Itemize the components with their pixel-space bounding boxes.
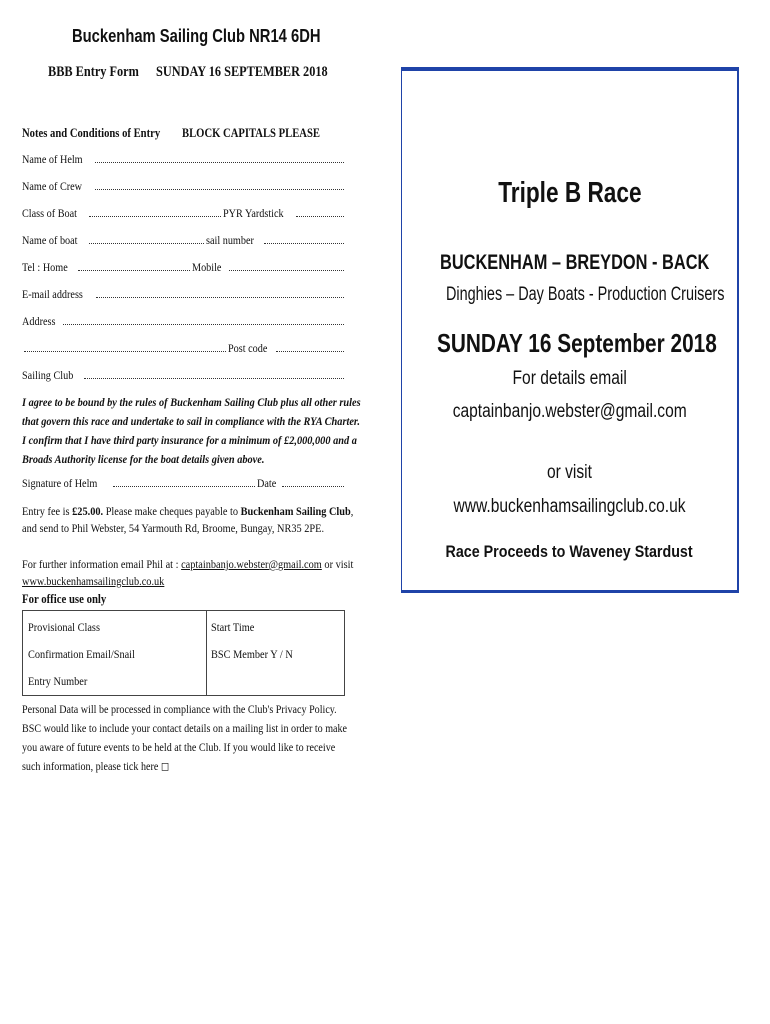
signature-line[interactable]	[113, 477, 256, 487]
fee-mid: Please make cheques payable to	[103, 504, 241, 518]
address-line-2[interactable]	[24, 342, 226, 352]
post-code-label: Post code	[227, 341, 268, 355]
privacy-tick-line[interactable]: such information, please tick here ◻	[22, 759, 170, 773]
privacy-notice	[22, 700, 362, 776]
sailing-club-field[interactable]	[22, 368, 346, 383]
date-label: Date	[257, 476, 277, 490]
telephone-field[interactable]	[22, 260, 346, 275]
sail-number-label: sail number	[205, 233, 254, 247]
flyer-website-link[interactable]: www.buckenhamsailingclub.co.uk	[453, 496, 686, 517]
email-line[interactable]	[96, 288, 344, 298]
entry-fee-text	[22, 503, 367, 537]
helm-field[interactable]	[22, 152, 346, 167]
boat-class-label: Class of Boat	[22, 206, 77, 220]
event-date-heading: SUNDAY 16 SEPTEMBER 2018	[156, 64, 328, 80]
race-proceeds: Race Proceeds to Waveney Stardust	[445, 542, 694, 561]
tel-home-line[interactable]	[78, 261, 191, 271]
boat-name-field[interactable]	[22, 233, 346, 248]
agreement-statement	[22, 393, 361, 469]
crew-label: Name of Crew	[22, 179, 83, 193]
mobile-line[interactable]	[229, 261, 344, 271]
privacy-line: BSC would like to include your contact details on a mailing list in order to make	[22, 721, 348, 735]
club-title: Buckenham Sailing Club NR14 6DH	[72, 26, 321, 46]
mobile-label: Mobile	[192, 260, 222, 274]
further-info-text	[22, 556, 367, 590]
info-post: or visit	[321, 557, 354, 571]
provisional-class-label: Provisional Class	[28, 620, 100, 634]
race-route: BUCKENHAM – BREYDON - BACK	[439, 251, 710, 274]
block-capitals-note: BLOCK CAPITALS PLEASE	[182, 126, 320, 140]
form-name: BBB Entry Form	[48, 64, 139, 80]
visit-text: or visit	[546, 462, 593, 483]
privacy-line: you aware of future events to be held at the Club. If you would like to receive	[22, 740, 336, 754]
flyer-email-link[interactable]: captainbanjo.webster@gmail.com	[452, 401, 687, 422]
address-label: Address	[22, 314, 56, 328]
confirmation-label: Confirmation Email/Snail	[28, 647, 135, 661]
privacy-line: Personal Data will be processed in compliance with the Club's Privacy Policy.	[22, 702, 337, 716]
pyr-label: PYR Yardstick	[222, 206, 284, 220]
sailing-club-label: Sailing Club	[22, 368, 74, 382]
sail-number-line[interactable]	[264, 234, 344, 244]
race-flyer-panel	[401, 67, 739, 593]
notes-title: Notes and Conditions of Entry	[22, 126, 161, 140]
entry-number-label: Entry Number	[28, 674, 88, 688]
agreement-line: I confirm that I have third party insurance for a minimum of £2,000,000 and a	[22, 433, 357, 447]
fee-payee: Buckenham Sailing Club	[240, 504, 351, 518]
signature-field[interactable]	[22, 476, 346, 491]
signature-label: Signature of Helm	[22, 476, 98, 490]
helm-label: Name of Helm	[22, 152, 83, 166]
fee-post: ,	[350, 504, 354, 518]
info-website-link[interactable]: www.buckenhamsailingclub.co.uk	[22, 574, 165, 588]
boat-name-line[interactable]	[89, 234, 203, 244]
tel-home-label: Tel : Home	[22, 260, 68, 274]
class-pyr-field[interactable]	[22, 206, 346, 221]
pyr-line[interactable]	[296, 207, 344, 217]
agreement-line: I agree to be bound by the rules of Buckenham Sailing Club plus all other rules	[22, 395, 361, 409]
address-line[interactable]	[63, 315, 344, 325]
office-use-box	[22, 610, 345, 696]
sailing-club-line[interactable]	[84, 369, 344, 379]
info-email-link[interactable]: captainbanjo.webster@gmail.com	[181, 557, 322, 571]
bsc-member-label: BSC Member Y / N	[211, 647, 293, 661]
email-field[interactable]	[22, 287, 346, 302]
fee-pre: Entry fee is	[22, 504, 73, 518]
boat-classes: Dinghies – Day Boats - Production Cruisers	[445, 284, 725, 305]
crew-field[interactable]	[22, 179, 346, 194]
start-time-label: Start Time	[211, 620, 255, 634]
agreement-line: that govern this race and undertake to sail in compliance with the RYA Charter.	[22, 414, 360, 428]
helm-line[interactable]	[95, 153, 344, 163]
details-text: For details email	[512, 368, 627, 389]
email-label: E-mail address	[22, 287, 83, 301]
fee-address: and send to Phil Webster, 54 Yarmouth Rd, Broome, Bungay, NR35 2PE.	[22, 521, 325, 535]
agreement-line: Broads Authority license for the boat details given above.	[22, 452, 265, 466]
post-code-line[interactable]	[276, 342, 344, 352]
fee-amount: £25.00.	[72, 504, 104, 518]
boat-name-label: Name of boat	[22, 233, 78, 247]
office-box-divider	[206, 611, 207, 695]
office-use-title: For office use only	[22, 592, 107, 606]
info-pre: For further information email Phil at :	[22, 557, 182, 571]
address-field[interactable]	[22, 314, 346, 329]
date-line[interactable]	[282, 477, 344, 487]
crew-line[interactable]	[95, 180, 344, 190]
address-postcode-field[interactable]	[22, 341, 346, 356]
race-title: Triple B Race	[497, 177, 642, 209]
boat-class-line[interactable]	[89, 207, 221, 217]
race-date: SUNDAY 16 September 2018	[436, 328, 717, 358]
